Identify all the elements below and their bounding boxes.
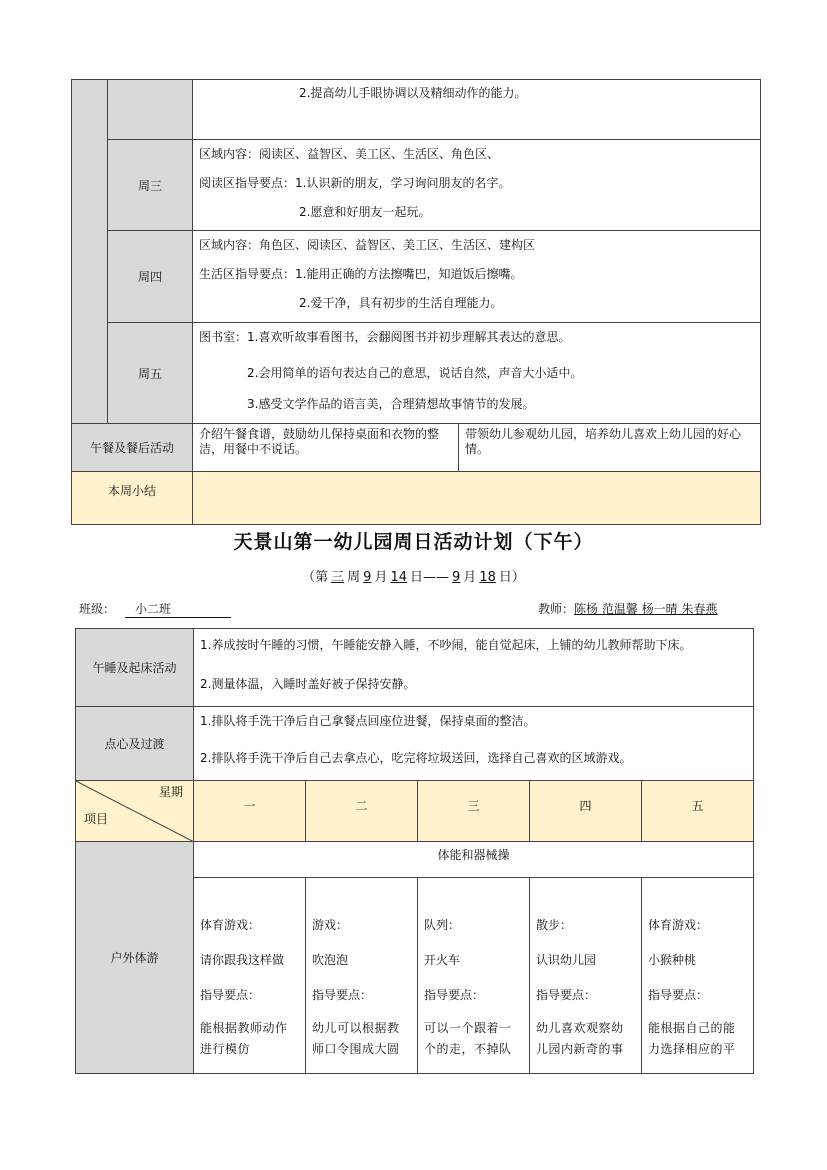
nap-line-1: 1.养成按时午睡的习惯，午睡能安静入睡，不吵闹，能自觉起床，上铺的幼儿教师帮助下床。 [200,638,692,652]
wed-text-2: 个的走，不掉队 [424,1042,512,1056]
mon-text-1: 能根据教师动作 [200,1021,288,1035]
mon-guide: 指导要点： [200,988,261,1002]
fri-name: 小猴种桃 [648,953,697,967]
tue-text-2: 师口令围成大圆 [312,1042,400,1056]
outer-label-cell [72,80,108,424]
mon-type: 体育游戏： [200,918,261,932]
tue-guide: 指导要点： [312,988,373,1002]
class-value: 小二班 [125,600,231,618]
nap-line-2: 2.测量体温，入睡时盖好被子保持安静。 [200,677,416,691]
outdoor-col-mon [194,878,306,1074]
outdoor-label: 户外体游 [76,842,194,1074]
class-label: 班级： [79,602,116,616]
lunch-left-1: 介绍午餐食谱，鼓励幼儿保持桌面和衣物的整 [199,427,440,441]
day-cell-blank [108,80,193,140]
date-p6: 日） [498,570,525,585]
fri-text-1: 能根据自己的能 [648,1021,736,1035]
date-p3: 月 [374,570,388,585]
thu-text-1: 幼儿喜欢观察幼 [536,1021,624,1035]
date-p5: 月 [463,570,477,585]
header-item: 项目 [84,812,109,826]
top-plan-table [71,79,761,525]
thu-guide: 指导要点： [536,988,597,1002]
fri-line-1: 图书室：1.喜欢听故事看图书，会翻阅图书并初步理解其表达的意思。 [199,330,571,344]
fri-type: 体育游戏： [648,918,709,932]
summary-content [193,472,761,525]
wed-type: 队列： [424,918,461,932]
lunch-left-2: 洁，用餐中不说话。 [199,442,308,456]
wed-line-1: 区域内容：阅读区、益智区、美工区、生活区、角色区、 [199,147,500,161]
lunch-label: 午餐及餐后活动 [72,424,193,472]
date-p1: （第 [302,570,329,585]
day-tue: 二 [306,781,418,842]
thu-name: 认识幼儿园 [536,953,597,967]
fri-line-3: 3.感受文学作品的语言美，合理猜想故事情节的发展。 [247,397,535,411]
day-thu-b: 四 [530,781,642,842]
fri-guide: 指导要点： [648,988,709,1002]
date-month-1: 9 [363,570,372,585]
wed-name: 开火车 [424,953,461,967]
date-range [0,566,827,585]
snack-line-1: 1.排队将手洗干净后自己拿餐点回座位进餐，保持桌面的整洁。 [200,714,536,728]
wed-guide: 指导要点： [424,988,485,1002]
date-week: 三 [331,570,345,585]
fri-line-2: 2.会用简单的语句表达自己的意思，说话自然，声音大小适中。 [247,366,583,380]
snack-label: 点心及过渡 [76,707,194,781]
row0-line: 2.提高幼儿手眼协调以及精细动作的能力。 [299,86,527,100]
day-wed-b: 三 [418,781,530,842]
lunch-right-2: 情。 [465,442,490,456]
afternoon-plan-table [75,628,754,1074]
fri-text-2: 力选择相应的平 [648,1042,736,1056]
outdoor-col-wed [418,878,530,1074]
outdoor-col-fri [642,878,754,1074]
wed-line-2: 阅读区指导要点：1.认识新的朋友，学习询问朋友的名字。 [199,176,511,190]
day-mon: 一 [194,781,306,842]
page-title: 天景山第一幼儿园周日活动计划（下午） [233,531,594,553]
lunch-left [193,424,459,472]
teacher-value: 陈杨 范温馨 杨一晴 朱春燕 [574,602,718,616]
day-fri-b: 五 [642,781,754,842]
teacher-label: 教师： [538,602,575,616]
header-weekday: 星期 [158,785,183,799]
date-p4: 日—— [410,570,450,585]
date-day-1: 14 [390,570,407,585]
tue-type: 游戏： [312,918,349,932]
date-month-2: 9 [452,570,461,585]
thu-text-2: 儿园内新奇的事 [536,1042,624,1056]
tue-name: 吹泡泡 [312,953,349,967]
nap-content [194,629,754,707]
outdoor-theme: 体能和器械操 [194,842,754,878]
outdoor-col-thu [530,878,642,1074]
fri-content [193,323,761,424]
class-info [79,600,231,618]
wed-text-1: 可以一个跟着一 [424,1021,512,1035]
day-fri: 周五 [108,323,193,424]
snack-content [194,707,754,781]
teacher-info [538,600,717,617]
thu-type: 散步： [536,918,573,932]
wed-content [193,140,761,231]
mon-name: 请你跟我这样做 [200,953,285,967]
day-wed: 周三 [108,140,193,231]
thu-line-3: 2.爱干净，具有初步的生活自理能力。 [299,296,503,310]
snack-line-2: 2.排队将手洗干净后自己去拿点心，吃完将垃圾送回，选择自己喜欢的区域游戏。 [200,751,632,765]
wed-line-3: 2.愿意和好朋友一起玩。 [299,205,431,219]
date-p2: 周 [347,570,361,585]
outdoor-col-tue [306,878,418,1074]
summary-label: 本周小结 [72,472,193,525]
day-thu: 周四 [108,231,193,323]
thu-line-1: 区域内容：角色区、阅读区、益智区、美工区、生活区、建构区 [199,238,536,252]
date-day-2: 18 [479,570,496,585]
mon-text-2: 进行模仿 [200,1042,251,1056]
nap-label: 午睡及起床活动 [76,629,194,707]
lunch-right [459,424,761,472]
lunch-right-1: 带领幼儿参观幼儿园，培养幼儿喜欢上幼儿园的好心 [465,427,742,441]
tue-text-1: 幼儿可以根据教 [312,1021,400,1035]
thu-line-2: 生活区指导要点：1.能用正确的方法擦嘴巴，知道饭后擦嘴。 [199,267,523,281]
row0-content [193,80,761,140]
thu-content [193,231,761,323]
header-diagonal-cell [76,781,194,842]
